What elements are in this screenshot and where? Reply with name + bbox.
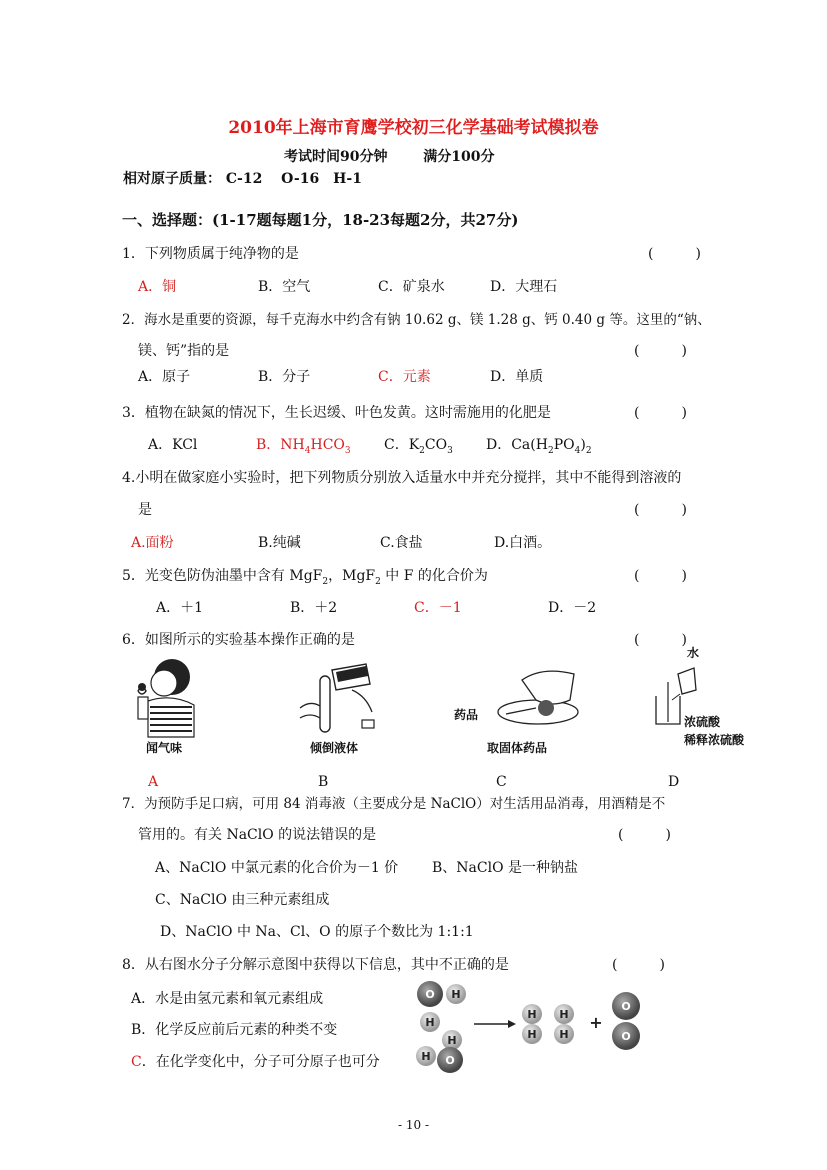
q4-option-c: C.食盐 (380, 535, 423, 551)
q2-stem-line1: 2．海水是重要的资源，每千克海水中约含有钠 10.62 g、镁 1.28 g、钙 0.40 g 等。这里的“钠、 (122, 312, 711, 328)
q6-answer-blank[interactable]: ( ) (634, 632, 687, 648)
q1-option-c: C．矿泉水 (378, 279, 445, 295)
q2-option-d: D．单质 (490, 369, 544, 385)
q3-stem: 3．植物在缺氮的情况下，生长迟缓、叶色发黄。这时需施用的化肥是 (122, 405, 551, 421)
q1-option-b: B．空气 (258, 279, 311, 295)
label-conc-acid: 浓硫酸 (684, 715, 721, 729)
svg-text:H: H (425, 1016, 435, 1029)
svg-text:O: O (621, 1000, 631, 1013)
q8-option-a: A．水是由氢元素和氧元素组成 (131, 991, 324, 1007)
q6-option-b: B (318, 774, 329, 790)
label-reagent: 药品 (454, 708, 479, 722)
label-smell: 闻气味 (146, 741, 183, 755)
q1-answer-blank[interactable]: ( ) (648, 246, 701, 262)
svg-text:H: H (527, 1028, 537, 1041)
smell-gas-illustration (128, 655, 200, 743)
q8-option-b: B．化学反应前后元素的种类不变 (131, 1022, 338, 1038)
q7-option-c: C、NaClO 由三种元素组成 (155, 892, 330, 908)
q4-stem-line1: 4.小明在做家庭小实验时，把下列物质分别放入适量水中并充分搅拌，其中不能得到溶液的 (122, 470, 682, 486)
page-number: - 10 - (397, 1118, 429, 1132)
q4-stem-line2: 是 (138, 502, 152, 518)
q3-option-c: C．$K_2CO_3$ (384, 437, 453, 456)
q3-option-a: A．KCl (148, 437, 198, 453)
q4-option-d: D.白酒。 (494, 535, 552, 551)
water-decomposition-diagram (410, 978, 650, 1078)
q6-option-c: C (496, 774, 507, 790)
q5-option-d: D．－2 (548, 600, 597, 616)
q2-answer-blank[interactable]: ( ) (634, 343, 687, 359)
atomic-mass-values: C-12 O-16 H-1 (225, 171, 362, 187)
q2-option-c: C．元素 (378, 369, 431, 385)
section-heading: 一、选择题：(1-17题每题1分，18-23每题2分，共27分) (122, 211, 519, 229)
q6-option-a: A (148, 774, 159, 790)
atomic-mass-line (123, 168, 362, 188)
label-water: 水 (687, 646, 700, 660)
q2-stem-line2: 镁、钙”指的是 (138, 343, 230, 359)
q4-option-a: A.面粉 (131, 535, 174, 551)
q5-answer-blank[interactable]: ( ) (634, 568, 687, 584)
svg-text:O: O (425, 988, 435, 1001)
q7-answer-blank[interactable]: ( ) (618, 827, 671, 843)
q7-stem-line1: 7．为预防手足口病，可用 84 消毒液（主要成分是 NaClO）对生活用品消毒，用酒精是不 (122, 796, 666, 812)
q6-stem: 6．如图所示的实验基本操作正确的是 (122, 632, 355, 648)
svg-text:H: H (451, 988, 461, 1001)
q3-option-d: D．$Ca(H_2PO_4)_2$ (486, 437, 592, 456)
svg-text:H: H (559, 1028, 569, 1041)
q8-answer-blank[interactable]: ( ) (612, 957, 665, 973)
q7-option-d: D、NaClO 中 Na、Cl、O 的原子个数比为 1:1:1 (160, 924, 474, 940)
svg-text:H: H (559, 1008, 569, 1021)
q4-option-b: B.纯碱 (258, 535, 301, 551)
pour-liquid-illustration (292, 660, 382, 740)
q5-option-b: B．＋2 (290, 600, 338, 616)
q1-stem: 1．下列物质属于纯净物的是 (122, 246, 299, 262)
page-title: 2010年上海市育鹰学校初三化学基础考试模拟卷 (228, 118, 599, 138)
q3-option-b: B．$NH_4HCO_3$ (256, 437, 351, 456)
q7-stem-line2: 管用的。有关 NaClO 的说法错误的是 (138, 827, 377, 843)
q5-option-a: A．＋1 (156, 600, 204, 616)
full-score: 满分100分 (423, 149, 495, 165)
label-dilute-acid: 稀释浓硫酸 (684, 733, 745, 747)
q7-option-a: A、NaClO 中氯元素的化合价为－1 价 (155, 860, 399, 876)
svg-text:O: O (621, 1030, 631, 1043)
label-pour: 倾倒液体 (310, 741, 359, 755)
exam-time: 考试时间90分钟 (284, 149, 388, 165)
take-solid-illustration (492, 660, 584, 730)
q1-option-a: A．铜 (138, 279, 177, 295)
svg-text:H: H (447, 1034, 457, 1047)
plus-sign: + (589, 1013, 603, 1032)
q8-option-c: C．在化学变化中，分子可分原子也可分 (131, 1054, 380, 1070)
q4-answer-blank[interactable]: ( ) (634, 502, 687, 518)
q1-option-d: D．大理石 (490, 279, 558, 295)
q8-stem: 8．从右图水分子分解示意图中获得以下信息，其中不正确的是 (122, 957, 509, 973)
q5-option-c: C．－1 (414, 600, 462, 616)
svg-text:H: H (421, 1050, 431, 1063)
svg-text:H: H (527, 1008, 537, 1021)
svg-text:O: O (445, 1054, 455, 1067)
label-take-solid: 取固体药品 (487, 741, 548, 755)
q3-answer-blank[interactable]: ( ) (634, 405, 687, 421)
q2-option-b: B．分子 (258, 369, 311, 385)
atomic-mass-label: 相对原子质量： (123, 171, 221, 187)
q5-stem: 5．光变色防伪油墨中含有 MgF$_2$，MgF$_2$ 中 F 的化合价为 (122, 568, 488, 587)
q7-option-b: B、NaClO 是一种钠盐 (432, 860, 579, 876)
q6-option-d: D (668, 774, 680, 790)
q2-option-a: A．原子 (138, 369, 191, 385)
exam-info (284, 146, 494, 166)
